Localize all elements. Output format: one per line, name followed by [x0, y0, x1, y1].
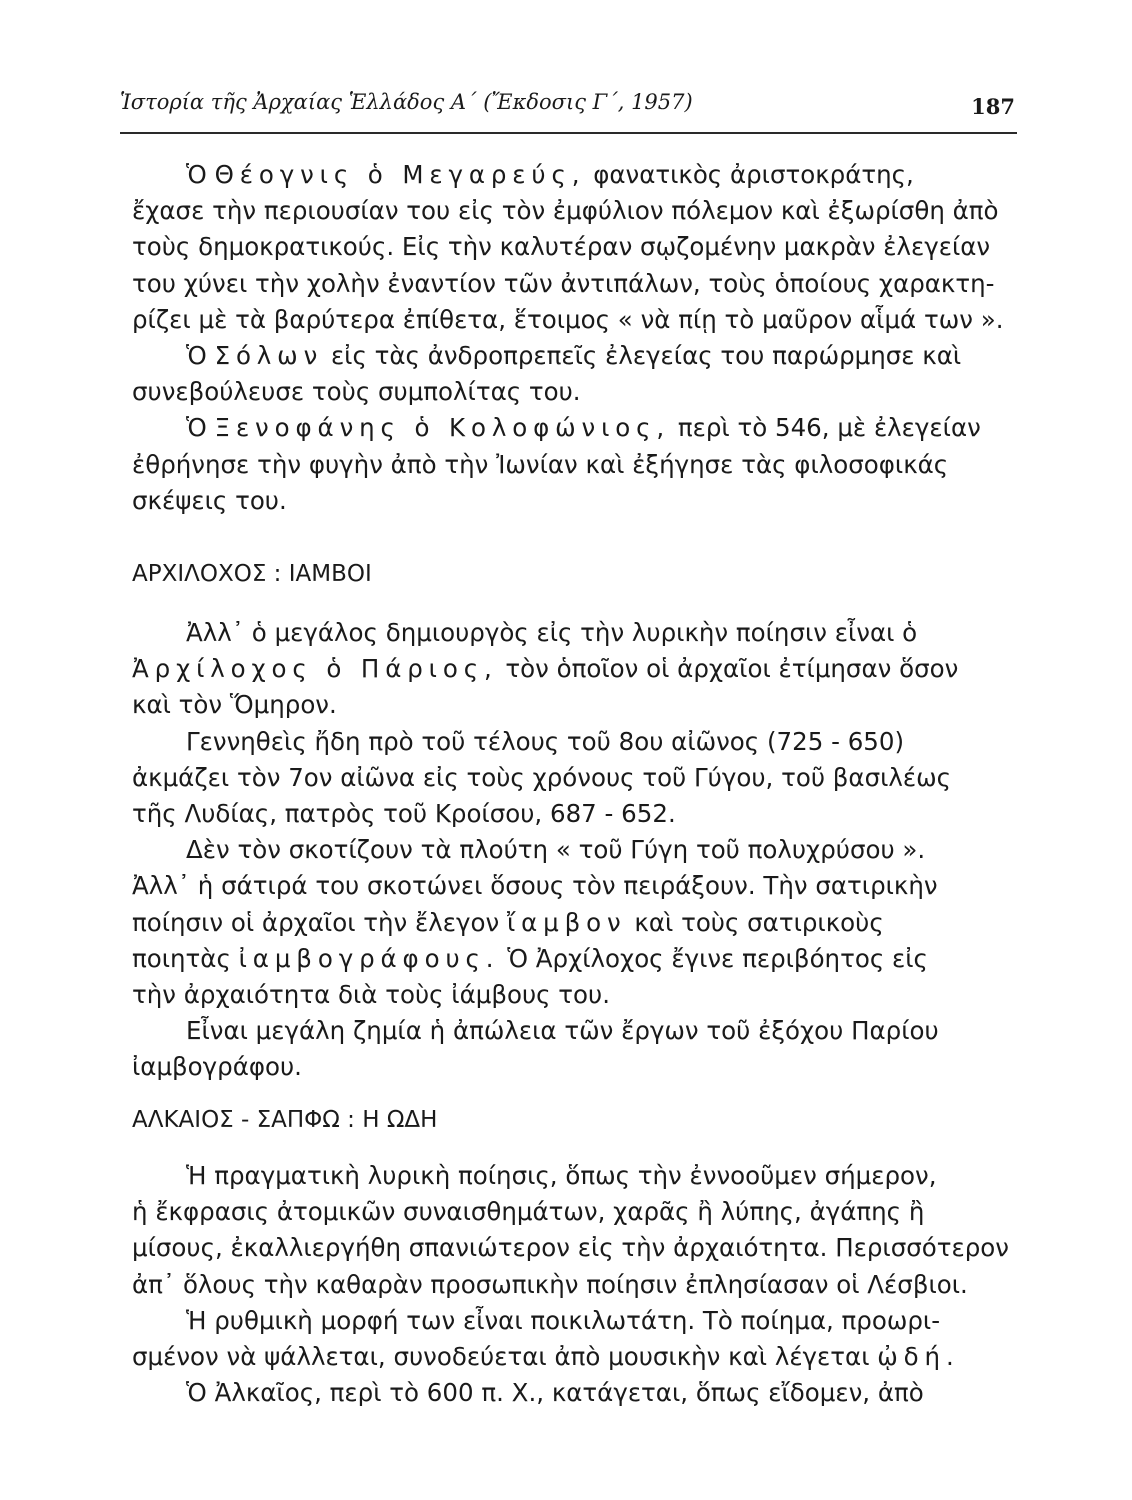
text-line: ποιητὰς ἰαμβογράφους. Ὁ Ἀρχίλοχος ἔγινε περιβόητος εἰς: [132, 943, 928, 973]
text-line: σμένον νὰ ψάλλεται, συνοδεύεται ἀπὸ μουσικὴν καὶ λέγεται ᾠδή.: [132, 1342, 960, 1372]
text-line: ποίησιν οἱ ἀρχαῖοι τὴν ἔλεγον ἴαμβον καὶ τοὺς σατιρικοὺς: [132, 907, 884, 937]
section-heading-archilochos: ΑΡΧΙΛΟΧΟΣ : ΙΑΜΒΟΙ: [132, 561, 372, 587]
section-heading-alkaios-sappho: ΑΛΚΑΙΟΣ - ΣΑΠΦΩ : Η ΩΔΗ: [132, 1107, 438, 1133]
text-line: Ἀρχίλοχος ὁ Πάριος, τὸν ὁποῖον οἱ ἀρχαῖοι ἐτίμησαν ὅσον: [132, 654, 959, 684]
text-line: ἀκμάζει τὸν 7ον αἰῶνα εἰς τοὺς χρόνους τοῦ Γύγου, τοῦ βασιλέως: [132, 762, 952, 792]
section-archilochos: [132, 615, 1014, 1086]
text-line: ἀπ᾽ ὅλους τὴν καθαρὰν προσωπικὴν ποίησιν ἐπλησίασαν οἱ Λέσβιοι.: [132, 1269, 968, 1299]
text-line: Ἀλλ᾽ ὁ μεγάλος δημιουργὸς εἰς τὴν λυρικὴν ποίησιν εἶναι ὁ: [186, 618, 918, 647]
running-title: Ἱστορία τῆς Ἀρχαίας Ἑλλάδος Α΄ (Ἔκδοσις Γ΄, 1957): [120, 90, 693, 114]
page-number: 187: [971, 94, 1015, 119]
text-line: Εἶναι μεγάλη ζημία ἡ ἀπώλεια τῶν ἔργων τοῦ ἐξόχου Παρίου: [186, 1016, 939, 1046]
text-line: τῆς Λυδίας, πατρὸς τοῦ Κροίσου, 687 - 652.: [132, 799, 676, 829]
text-line: τὴν ἀρχαιότητα διὰ τοὺς ἰάμβους του.: [132, 980, 611, 1010]
text-line: ἰαμβογράφου.: [132, 1052, 302, 1082]
text-line: Δὲν τὸν σκοτίζουν τὰ πλούτη « τοῦ Γύγη τοῦ πολυχρύσου ».: [186, 835, 926, 865]
text-line: ἐθρήνησε τὴν φυγὴν ἀπὸ τὴν Ἰωνίαν καὶ ἐξήγησε τὰς φιλοσοφικάς: [132, 449, 949, 479]
section-ode: [132, 1158, 1014, 1411]
text-line: Ὁ Σόλων εἰς τὰς ἀνδροπρεπεῖς ἐλεγείας του παρώρμησε καὶ: [186, 341, 962, 371]
text-line: Ὁ Ξενοφάνης ὁ Κολοφώνιος, περὶ τὸ 546, μὲ ἐλεγείαν: [186, 413, 981, 443]
text-line: ρίζει μὲ τὰ βαρύτερα ἐπίθετα, ἕτοιμος « νὰ πίῃ τὸ μαῦρον αἷμά των ».: [132, 304, 1004, 334]
text-line: Ὁ Ἀλκαῖος, περὶ τὸ 600 π. Χ., κατάγεται, ὅπως εἴδομεν, ἀπὸ: [186, 1378, 924, 1408]
text-line: Ἡ ρυθμικὴ μορφή των εἶναι ποικιλωτάτη. Τὸ ποίημα, προωρι-: [186, 1305, 941, 1335]
text-line: σκέψεις του.: [132, 485, 287, 515]
text-line: συνεβούλευσε τοὺς συμπολίτας του.: [132, 377, 581, 407]
text-line: Ὁ Θέογνις ὁ Μεγαρεύς, φανατικὸς ἀριστοκράτης,: [186, 160, 914, 189]
text-line: ἔχασε τὴν περιουσίαν του εἰς τὸν ἐμφύλιον πόλεμον καὶ ἐξωρίσθη ἀπὸ: [132, 196, 999, 226]
running-header: [120, 86, 1017, 134]
text-line: καὶ τὸν Ὅμηρον.: [132, 690, 337, 720]
text-line: μίσους, ἐκαλλιεργήθη σπανιώτερον εἰς τὴν ἀρχαιότητα. Περισσότερον: [132, 1233, 1009, 1263]
text-line: τοὺς δημοκρατικούς. Εἰς τὴν καλυτέραν σῳζομένην μακρὰν ἐλεγείαν: [132, 232, 991, 262]
text-line: του χύνει τὴν χολὴν ἐναντίον τῶν ἀντιπάλων, τοὺς ὁποίους χαρακτη-: [132, 268, 995, 298]
text-line: Ἀλλ᾽ ἡ σάτιρά του σκοτώνει ὅσους τὸν πειράξουν. Τὴν σατιρικὴν: [132, 871, 938, 901]
text-line: ἡ ἔκφρασις ἀτομικῶν συναισθημάτων, χαρᾶς ἢ λύπης, ἀγάπης ἢ: [132, 1197, 925, 1227]
section-elegy-poets: [132, 157, 1014, 519]
text-line: Γεννηθεὶς ἤδη πρὸ τοῦ τέλους τοῦ 8ου αἰῶνος (725 - 650): [186, 726, 905, 756]
text-line: Ἡ πραγματικὴ λυρικὴ ποίησις, ὅπως τὴν ἐννοοῦμεν σήμερον,: [186, 1161, 937, 1190]
